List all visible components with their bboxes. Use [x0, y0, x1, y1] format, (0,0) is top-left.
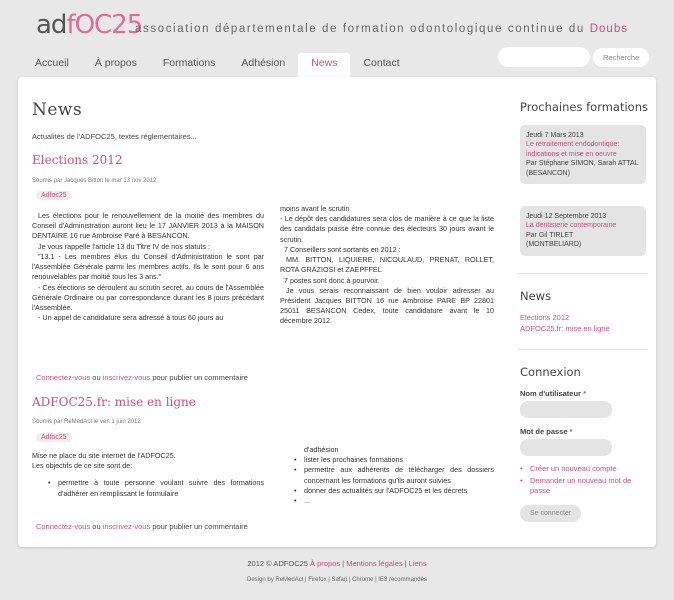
paragraph: 7 postes sont donc à pourvoir.	[284, 275, 380, 285]
separator: |	[342, 559, 345, 568]
paragraph: d'adhésion	[304, 445, 339, 454]
article-column-right	[294, 445, 494, 506]
list-item: • lister les prochaines formations	[294, 455, 494, 465]
footer-credits: Design by ReMedAct | Firefox | Safari | Chrome | IE8 recommandés	[247, 577, 427, 583]
footer-link-a-propos[interactable]: À propos	[310, 559, 341, 568]
username-field[interactable]	[520, 401, 612, 418]
objectives-list	[32, 478, 264, 498]
nav-item-news[interactable]: News	[298, 53, 350, 78]
paragraph: moins avant le scrutin	[280, 204, 350, 213]
paragraph: Je vous serais reconnaissant de bien vouloir adresser au Président Jacques BITTON 16 rue Ambroise PARE BP 22801 25011 BESANCON Cedex, toute candidature avant le 10 décembre 2012.	[280, 285, 494, 326]
login-link[interactable]: Connectez-vous	[36, 373, 91, 382]
copyright-text: 2012 © ADFOC25	[247, 559, 308, 568]
nav-item-contact[interactable]: Contact	[363, 57, 400, 69]
tagline-part: odontologique	[409, 23, 508, 35]
page-title: News	[32, 100, 83, 120]
article-title[interactable]: Elections 2012	[32, 153, 123, 167]
formation-speaker: Par Stéphane SIMON, Sarah ATTAL	[526, 160, 639, 168]
formation-speaker: Par Gil TIRLET	[526, 231, 574, 239]
news-heading: News	[520, 289, 552, 303]
required-mark: *	[569, 427, 573, 436]
search-input[interactable]	[498, 47, 590, 67]
login-link[interactable]: Connectez-vous	[36, 522, 91, 531]
comment-tail: pour publier un commentaire	[150, 373, 248, 382]
separator: |	[404, 559, 407, 568]
search-button[interactable]: Recherche	[593, 48, 649, 67]
nav-item-adhesion[interactable]: Adhésion	[241, 57, 286, 69]
paragraph: - Un appel de candidature sera adressé à tous 60 jours au	[38, 313, 224, 323]
password-label	[520, 427, 573, 436]
formations-heading: Prochaines formations	[520, 100, 648, 114]
account-links	[520, 464, 648, 495]
list-item: • permettre aux adhérents de télécharger des dossiers concernant les formations qu'ils auront suivies	[294, 465, 494, 485]
paragraph: Les élections pour le renouvellement de la moitié des membres du Conseil d'Administration auront lieu le 17 JANVIER 2013 à la MAISON DENTAIRE 16 rue Ambroise Paré à BESANCON.	[32, 211, 264, 241]
tagline-part: continue du	[507, 23, 590, 35]
formation-date: Jeudi 7 Mars 2013	[526, 132, 584, 139]
comment-links	[36, 373, 248, 382]
formation-place: (MONTBELIARD)	[526, 241, 582, 249]
paragraph: 7 Conseillers sont sortants en 2012 :	[284, 244, 401, 254]
article-tag[interactable]: Adfoc25	[36, 433, 72, 442]
objectives-list	[294, 455, 494, 506]
content-panel	[18, 77, 656, 547]
nav-item-a-propos[interactable]: À propos	[94, 57, 137, 69]
formation-place: (BESANCON)	[526, 169, 570, 177]
required-mark: *	[583, 389, 586, 398]
site-logo[interactable]	[36, 10, 142, 40]
sidebar-divider	[518, 273, 648, 274]
tagline-part: départementale de	[214, 23, 343, 35]
footer-copyright	[0, 559, 674, 568]
tagline-doubs: Doubs	[589, 23, 628, 35]
news-link[interactable]: ADFOC25.fr: mise en ligne	[520, 324, 610, 333]
nav-item-formations[interactable]: Formations	[162, 57, 216, 69]
formation-date: Jeudi 12 Septembre 2013	[526, 213, 607, 220]
article-column-right	[280, 204, 494, 327]
paragraph: Mise ne place du site internet de l'ADFOC25.	[32, 451, 176, 460]
comment-or: ou	[90, 522, 103, 531]
main-nav	[22, 53, 413, 77]
logo-part-1: ad	[36, 10, 67, 40]
comment-links	[36, 522, 248, 531]
create-account-link[interactable]: • Créer un nouveau compte	[520, 464, 648, 474]
footer-link-mentions[interactable]: Mentions légales	[346, 559, 403, 568]
paragraph: MM. BITTON, LIQUIERE, NICOULAUD, PRENAT, ROLLET, ROTA GRAZIOSI et ZAEPFFEL	[280, 255, 494, 275]
login-button[interactable]: Se connecter	[520, 505, 581, 522]
article-meta: Soumis par Jacques Bitton le mar 13 nov 2012	[32, 178, 157, 184]
formation-title[interactable]: Le retraitement endodontique: indications et mise en oeuvre	[526, 141, 620, 158]
formation-card[interactable]	[520, 125, 646, 184]
list-item: • ...	[294, 496, 494, 506]
paragraph: "13.1 - Les membres élus du Conseil d'Administration le sont par l'Assemblée Générale parmi les membres actifs. Ils le sont pour 6 ans renouvelables par moitié tous les 3 ans."	[32, 251, 264, 282]
list-item: • permettre à toute personne voulant suivre des formations d'adhérer en remplissant le formulaire	[48, 478, 264, 498]
page-intro: Actualités de l'ADFOC25, textes réglementaires...	[32, 132, 197, 141]
username-label	[520, 389, 586, 398]
comment-tail: pour publier un commentaire	[150, 522, 248, 531]
footer-link-liens[interactable]: Liens	[408, 559, 427, 568]
tagline-part: formation	[342, 23, 410, 35]
password-field[interactable]	[520, 439, 612, 456]
formation-title[interactable]: La dentisterie contemporaine	[526, 222, 617, 230]
password-label-text: Mot de passe	[520, 427, 568, 436]
nav-item-accueil[interactable]: Accueil	[35, 57, 69, 69]
register-link[interactable]: inscrivez-vous	[102, 522, 151, 531]
login-heading: Connexion	[520, 365, 581, 379]
paragraph: Les objectifs de ce site sont de:	[32, 461, 133, 471]
formation-card[interactable]	[520, 206, 646, 256]
article-title[interactable]: ADFOC25.fr: mise en ligne	[32, 395, 196, 409]
request-password-link[interactable]: • Demander un nouveau mot de passe	[520, 476, 648, 496]
article-meta: Soumis par ReMedAct le ven 1 juin 2012	[32, 419, 141, 425]
search-form	[498, 47, 649, 67]
paragraph: Je vous rappelle l'article 13 du Titre IV de nos statuts :	[38, 241, 210, 251]
article-column-left	[32, 211, 264, 323]
paragraph: - Ces élections se déroulent au scrutin secret, au cours de l'Assemblée Générale Ordinaire ou par correspondance durant les 8 jours précédant l'Assemblée.	[32, 282, 264, 312]
site-tagline	[135, 23, 628, 35]
comment-or: ou	[90, 373, 103, 382]
article-column-left	[32, 451, 264, 499]
list-item: • donner des actualités sur l'ADFOC25 et les décrets	[294, 486, 494, 496]
register-link[interactable]: inscrivez-vous	[102, 373, 151, 382]
tagline-part: association	[135, 23, 215, 35]
logo-part-2: fOC25	[66, 10, 143, 40]
article-tag[interactable]: Adfoc25	[36, 191, 72, 200]
paragraph: - Le dépôt des candidatures sera clos de manière à ce que la liste des candidats puisse être connue des électeurs 30 jours avant le scrutin.	[280, 214, 494, 244]
news-link[interactable]: Elections 2012	[520, 313, 570, 322]
username-label-text: Nom d'utilisateur	[520, 389, 581, 398]
sidebar-divider	[518, 349, 648, 350]
